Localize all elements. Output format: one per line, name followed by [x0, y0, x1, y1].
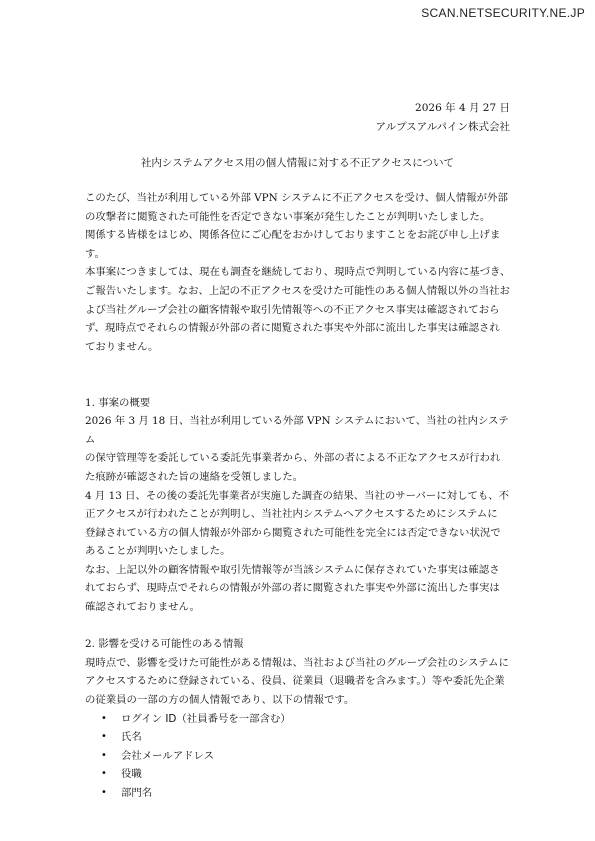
section-2-heading: 2. 影響を受ける可能性のある情報 — [85, 638, 244, 651]
section-1-line: れておらず、現時点でそれらの情報が外部の者に閲覧された事実や外部に流出した事実は — [85, 582, 500, 595]
section-1-line: 正アクセスが行われたことが判明し、当社社内システムへアクセスするためにシステムに — [85, 508, 498, 521]
section-1-line: た痕跡が確認された旨の連絡を受領しました。 — [85, 470, 304, 483]
section-1-line: の保守管理等を委託している委託先事業者から、外部の者による不正なアクセスが行われ — [85, 452, 501, 465]
section-2 — [85, 635, 515, 802]
blank-line — [85, 375, 515, 394]
section-2-line: の従業員の一部の方の個人情報であり、以下の情報です。 — [85, 694, 355, 707]
list-item: • 会社メールアドレス — [85, 747, 515, 766]
section-1-line: 2026 年 3 月 18 日、当社が利用している外部 VPN システムにおいて、当社の社内システム — [85, 415, 509, 446]
intro-line: このたび、当社が利用している外部 VPN システムに不正アクセスを受け、個人情報が外部 — [85, 192, 508, 204]
intro-line: よび当社グループ会社の顧客情報や取引先情報等への不正アクセス事実は確認されておら — [85, 303, 500, 316]
company-name: アルプスアルパイン株式会社 — [375, 121, 510, 133]
list-item: • ログイン ID（社員番号を一部含む） — [85, 710, 515, 729]
source-watermark: SCAN.NETSECURITY.NE.JP — [421, 6, 585, 20]
document-title: 社内システムアクセス用の個人情報に対する不正アクセスについて — [140, 157, 455, 169]
section-2-line: アクセスするために登録されている、役員、従業員（退職者を含みます。）等や委託先企業 — [85, 675, 505, 688]
intro-line: の攻撃者に閲覧された可能性を否定できない事案が発生したことが判明いたしました。 — [85, 210, 491, 223]
intro-line: 本事案につきましては、現在も調査を継続しており、現時点で判明している内容に基づき、 — [85, 266, 511, 279]
affected-info-list — [85, 710, 515, 803]
section-1 — [85, 394, 515, 617]
intro-line: ておりません。 — [85, 340, 159, 353]
section-1-heading: 1. 事案の概要 — [85, 396, 151, 409]
section-1-line: 4 月 13 日、その後の委託先事業者が実施した調査の結果、当社のサーバーに対しても、不 — [85, 489, 510, 502]
intro-line: 関係する皆様をはじめ、関係各位にご心配をおかけしておりますことをお詫び申し上げま — [85, 229, 501, 242]
section-1-line: なお、上記以外の顧客情報や取引先情報等が当該システムに保存されていた事実は確認さ — [85, 563, 500, 576]
intro-paragraph — [85, 189, 515, 356]
intro-line: ご報告いたします。なお、上記の不正アクセスを受けた可能性のある個人情報以外の当社お — [85, 284, 510, 297]
section-1-line: 登録されている方の個人情報が外部から閲覧された可能性を完全には否定できない状況で — [85, 526, 501, 539]
blank-line — [85, 356, 515, 375]
intro-line: ず、現時点でそれらの情報が外部の者に閲覧された事実や外部に流出した事実は確認され — [85, 322, 500, 335]
intro-line: す。 — [85, 247, 105, 260]
list-item: • 氏名 — [85, 728, 515, 747]
document-body — [85, 189, 515, 803]
list-item: • 部門名 — [85, 784, 515, 803]
section-2-line: 現時点で、影響を受けた可能性がある情報は、当社および当社のグループ会社のシステムに — [85, 656, 509, 669]
section-1-line: 確認されておりません。 — [85, 601, 200, 614]
blank-line — [85, 617, 515, 636]
list-item: • 役職 — [85, 765, 515, 784]
section-1-line: あることが判明いたしました。 — [85, 545, 231, 558]
document-date: 2026 年 4 月 27 日 — [415, 102, 510, 114]
